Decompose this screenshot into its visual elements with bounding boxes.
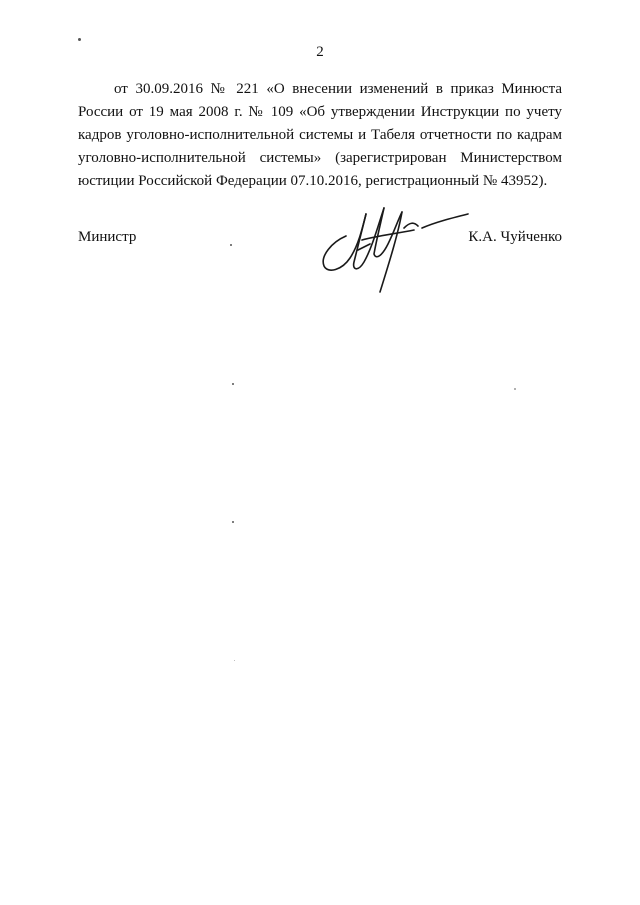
paragraph-line: юстиции Российской Федерации 07.10.2016, регистрационный № 43952).: [78, 173, 548, 189]
paragraph-line: от 30.09.2016 № 221 «О внесении изменений в приказ Минюста: [114, 81, 562, 97]
paragraph-line: кадров уголовно-исполнительной системы и Табеля отчетности по кадрам: [78, 127, 562, 143]
page-number: 2: [316, 44, 324, 60]
paragraph-line: России от 19 мая 2008 г. № 109 «Об утверждении Инструкции по учету: [78, 104, 562, 120]
handwritten-signature-icon: [318, 200, 478, 300]
scan-speck: [514, 388, 516, 390]
paragraph-line: уголовно-исполнительной системы» (зарегистрирован Министерством: [78, 150, 562, 166]
scan-speck: [78, 38, 81, 41]
scan-speck: [232, 521, 234, 523]
signer-title: Министр: [78, 229, 137, 245]
scan-speck: [234, 660, 235, 661]
body-paragraph: [78, 78, 562, 193]
signer-name: К.А. Чуйченко: [468, 229, 562, 245]
scan-speck: [232, 383, 234, 385]
scan-speck: [230, 244, 232, 246]
